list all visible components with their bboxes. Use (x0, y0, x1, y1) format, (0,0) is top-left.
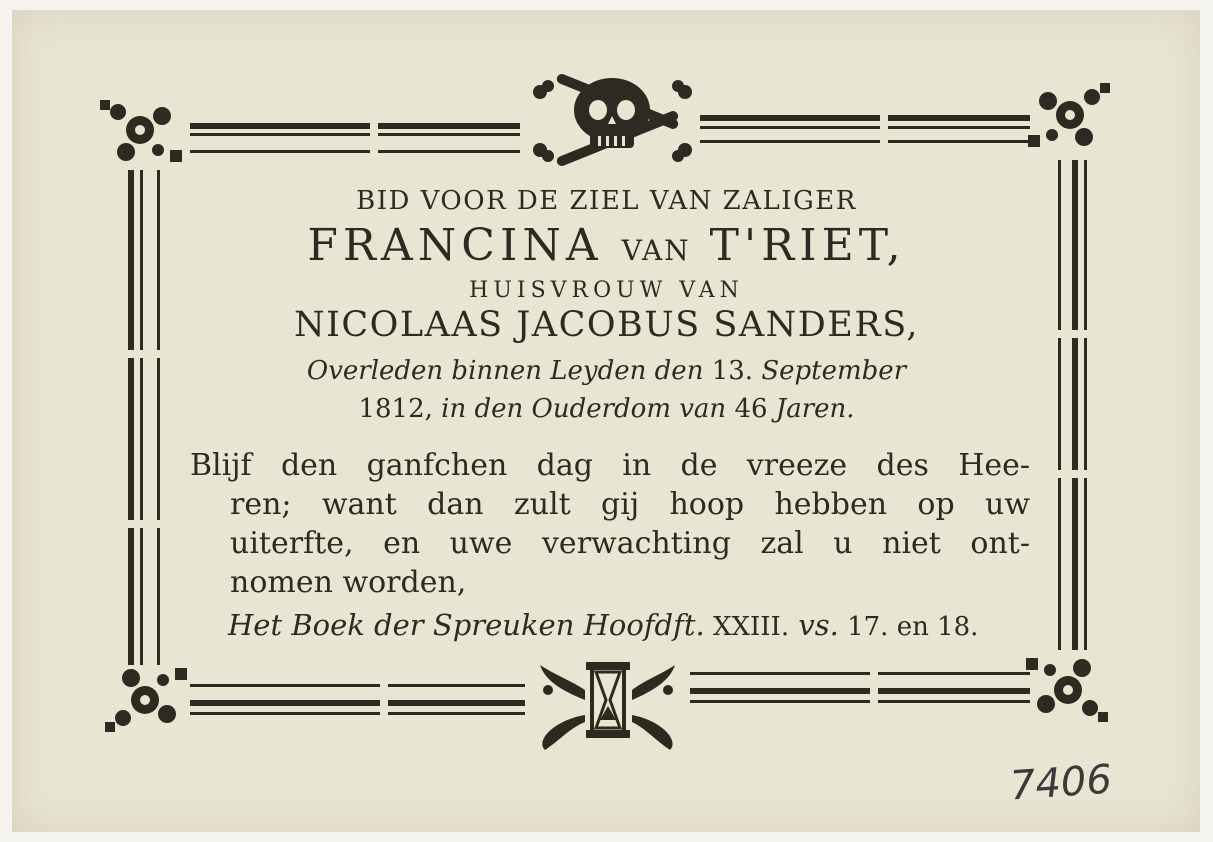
bible-verse (190, 446, 1030, 602)
prayer-heading: BID VOOR DE ZIEL VAN ZALIGER (356, 186, 857, 216)
age-text: in den Ouderdom van (432, 394, 735, 424)
death-line (0, 356, 1213, 386)
verse-line: uiterfte, en uwe verwachting zal u niet ont- (230, 526, 1030, 561)
death-day: 13. (711, 356, 754, 386)
verse-line: ren; want dan zult gij hoop hebben op uw (230, 487, 1030, 522)
relation-label: HUISVROUW VAN (469, 278, 744, 303)
husband-name: NICOLAAS JACOBUS SANDERS, (293, 305, 920, 345)
source-book: Het Boek der Spreuken Hoofdft. (228, 608, 705, 642)
source-chapter: XXIII. (704, 612, 790, 642)
source-vs: vs. (789, 608, 839, 642)
age-unit: Jaren. (767, 394, 855, 424)
catalog-number: 7406 (1008, 756, 1114, 810)
verse-line: Blijf den ganfchen dag in de vreeze des Hee- (190, 448, 1030, 483)
name-van: VAN (621, 234, 691, 267)
age-number: 46 (734, 394, 768, 424)
death-place: Overleden binnen Leyden den (306, 356, 712, 386)
death-year: 1812, (358, 394, 433, 424)
skull-crossbones-icon (533, 72, 692, 167)
hourglass-icon (540, 662, 675, 750)
source-verses: 17. en 18. (838, 612, 979, 642)
deceased-name (0, 220, 1213, 271)
death-month: September (753, 356, 907, 386)
name-last: T'RIET, (709, 220, 906, 271)
name-first: FRANCINA (307, 220, 603, 271)
age-line (0, 394, 1213, 424)
verse-line: nomen worden, (230, 565, 467, 600)
verse-source (228, 608, 978, 642)
